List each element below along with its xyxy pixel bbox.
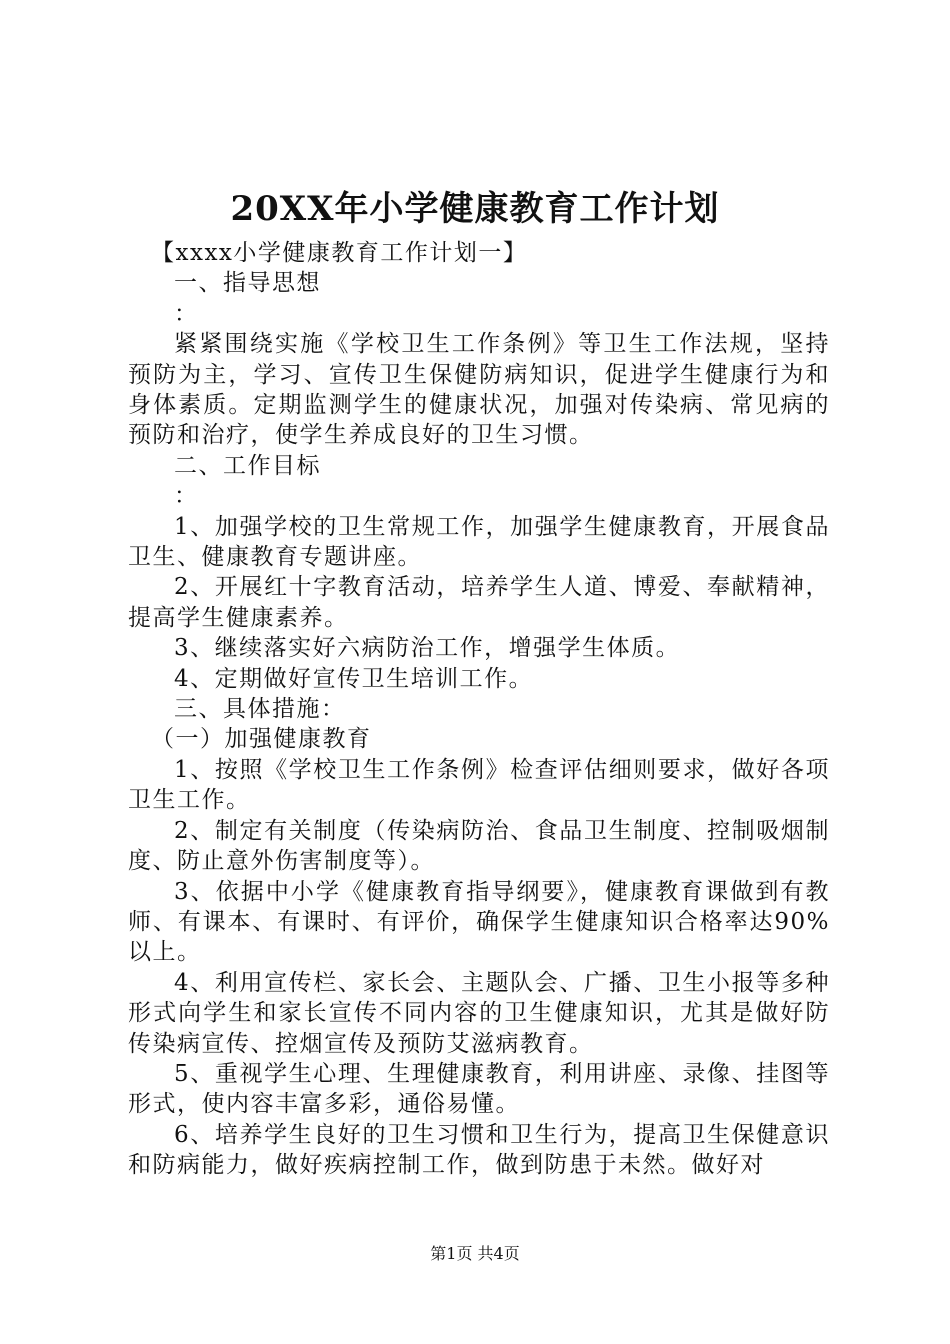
paragraph: 5、重视学生心理、生理健康教育，利用讲座、录像、挂图等形式，使内容丰富多彩，通俗易懂。 [128,1060,830,1118]
paragraph: 2、开展红十字教育活动，培养学生人道、博爱、奉献精神，提高学生健康素养。 [128,574,830,631]
page-footer: 第1页 共4页 [430,1244,520,1263]
subheading: （一）加强健康教育 [151,726,372,753]
paragraph: 1、按照《学校卫生工作条例》检查评估细则要求，做好各项卫生工作。 [128,756,830,814]
document-title: 20XX年小学健康教育工作计划 [230,189,720,229]
paragraph: 紧紧围绕实施《学校卫生工作条例》等卫生工作法规，坚持预防为主，学习、宣传卫生保健防病知识，促进学生健康行为和身体素质。定期监测学生的健康状况，加强对传染病、常见病的预防和治疗，使学生养成良好的卫生习惯。 [128,331,830,449]
paragraph: 3、继续落实好六病防治工作，增强学生体质。 [174,635,681,662]
colon-line: ： [174,483,199,510]
paragraph: 2、制定有关制度（传染病防治、食品卫生制度、控制吸烟制度、防止意外伤害制度等）。 [128,817,830,875]
document-body [128,238,830,1181]
heading-guiding-ideology: 一、指导思想 [174,270,321,297]
colon-line: ： [174,300,199,327]
heading-specific-measures: 三、具体措施： [174,696,346,723]
heading-work-goals: 二、工作目标 [174,452,321,479]
section-header: 【xxxx小学健康教育工作计划一】 [151,240,528,266]
paragraph: 4、利用宣传栏、家长会、主题队会、广播、卫生小报等多种形式向学生和家长宣传不同内容的卫生健康知识，尤其是做好防传染病宣传、控烟宣传及预防艾滋病教育。 [128,969,830,1057]
paragraph: 3、依据中小学《健康教育指导纲要》，健康教育课做到有教师、有课本、有课时、有评价，确保学生健康知识合格率达90%以上。 [128,878,830,966]
paragraph: 4、定期做好宣传卫生培训工作。 [174,665,534,692]
paragraph: 1、加强学校的卫生常规工作，加强学生健康教育，开展食品卫生、健康教育专题讲座。 [128,513,830,571]
paragraph: 6、培养学生良好的卫生习惯和卫生行为，提高卫生保健意识和防病能力，做好疾病控制工作，做到防患于未然。做好对 [128,1121,830,1179]
